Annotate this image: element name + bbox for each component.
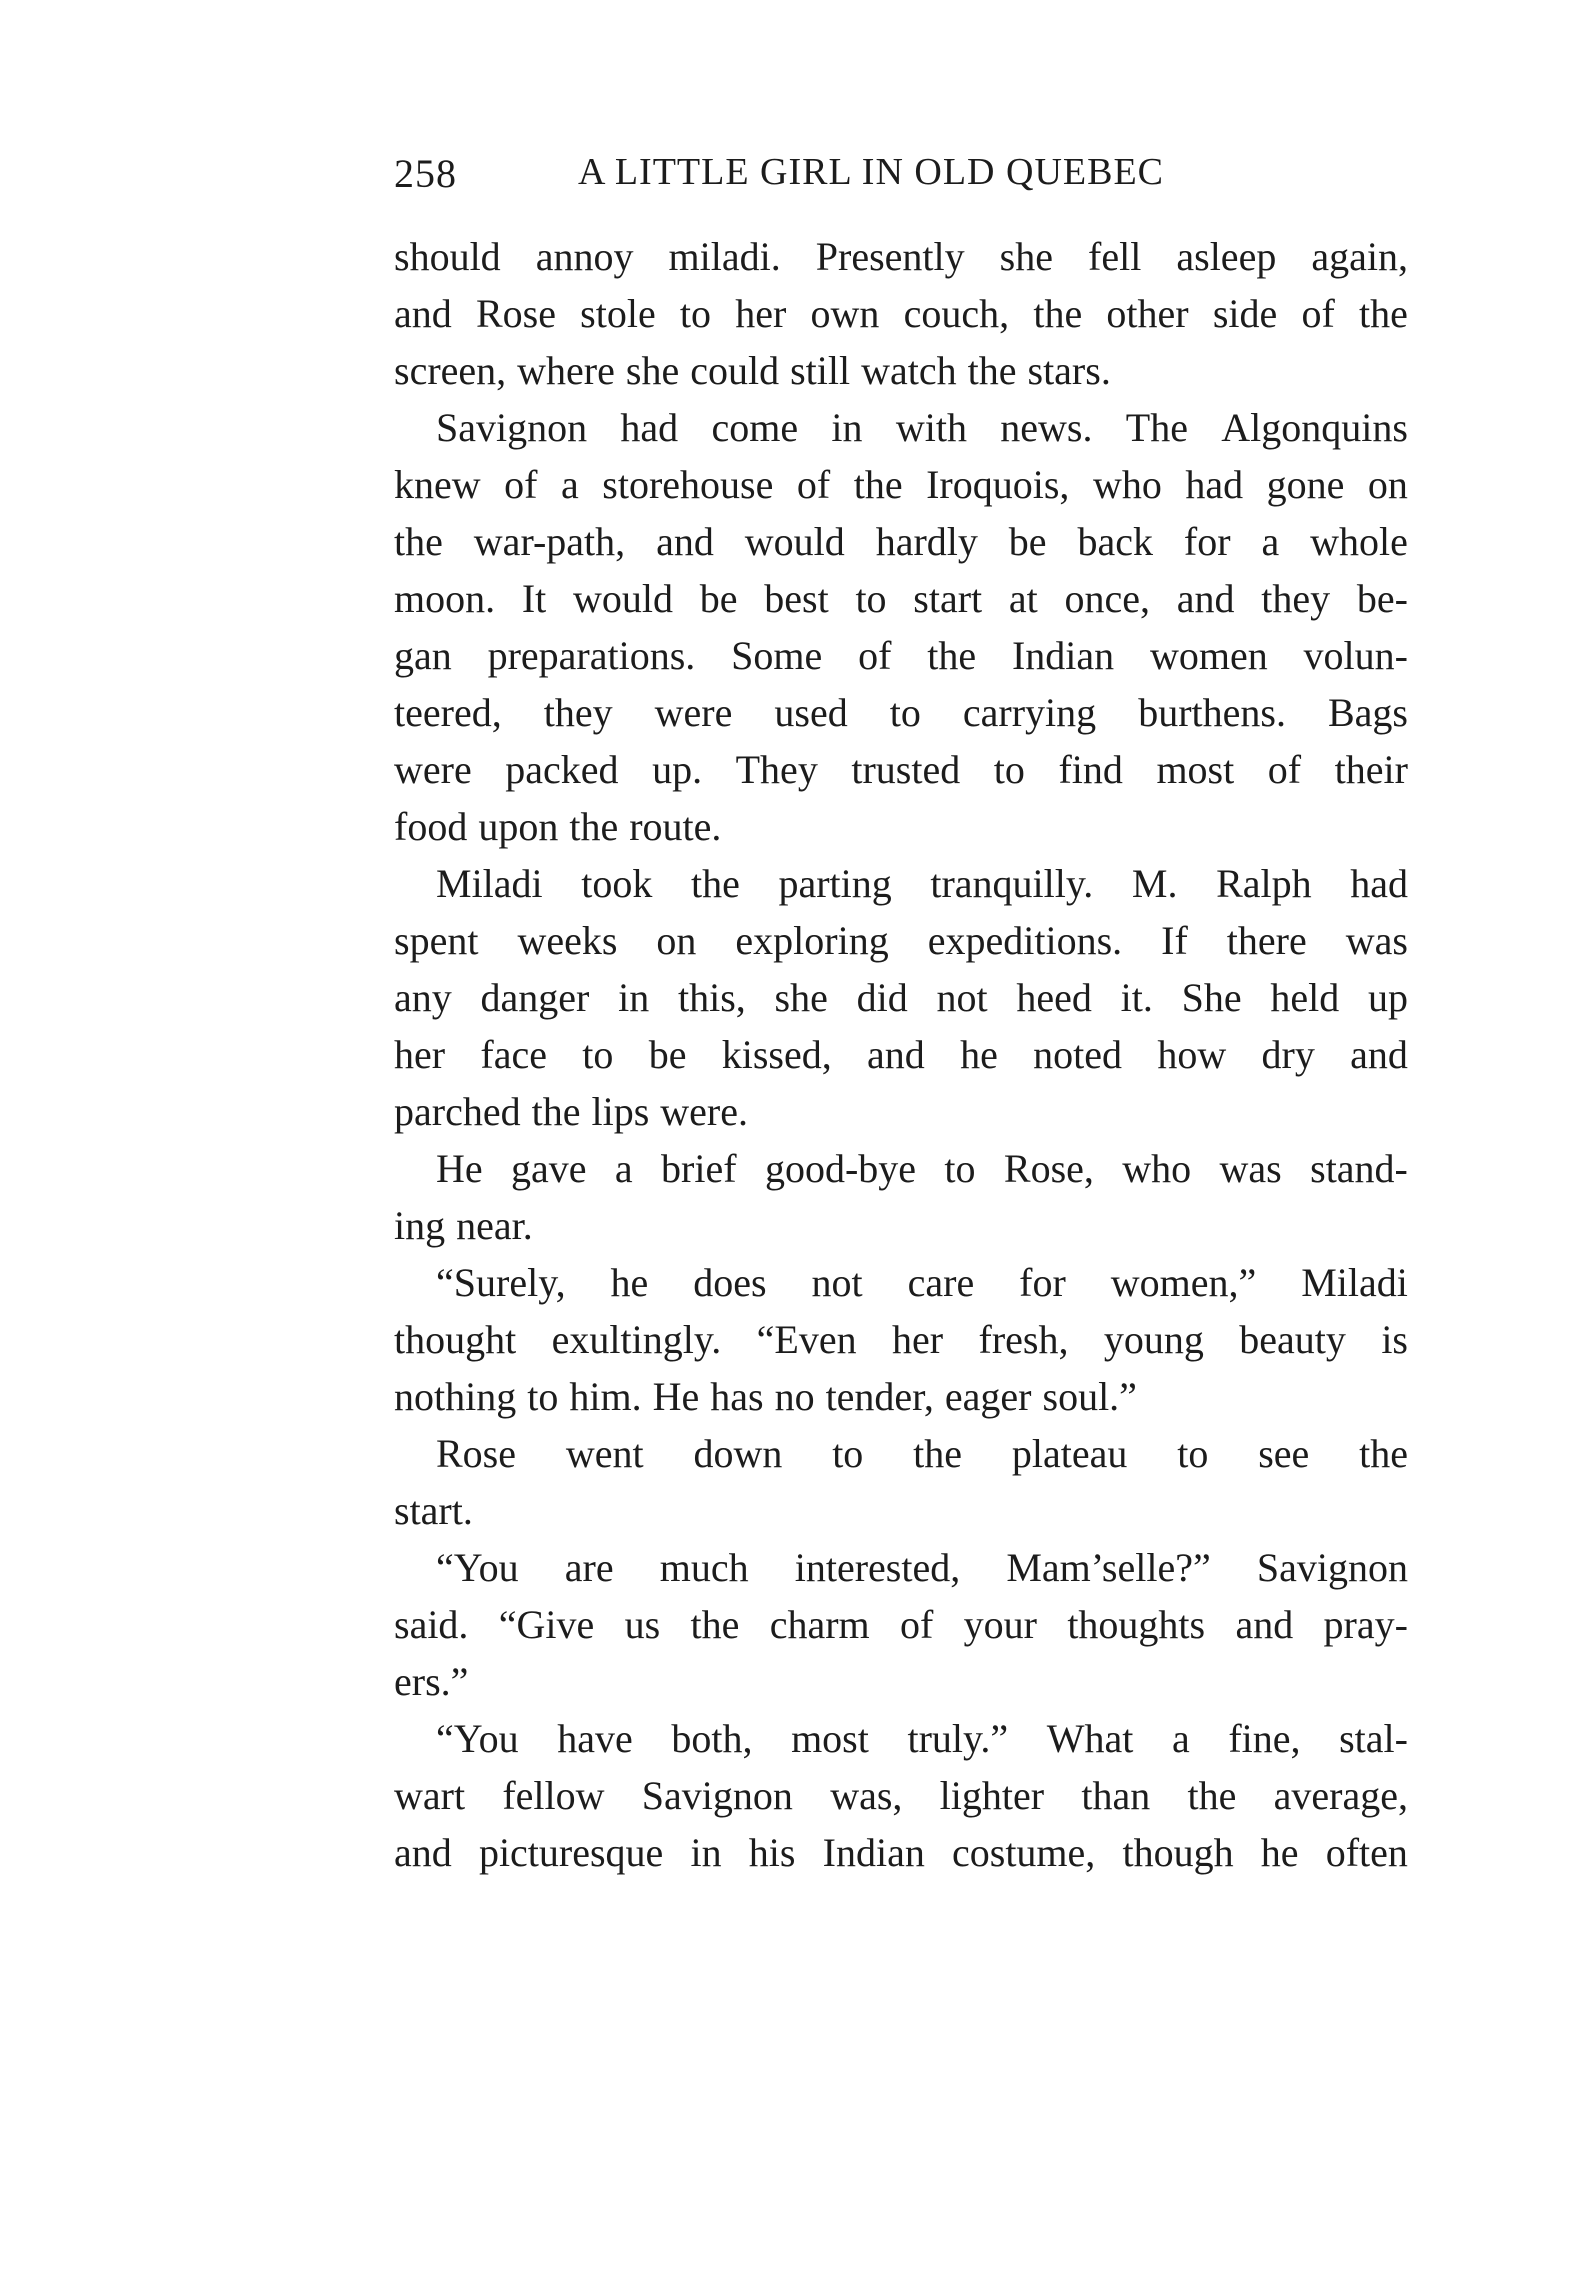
- text-line: food upon the route.: [394, 804, 722, 849]
- text-line: parched the lips were.: [394, 1089, 748, 1134]
- text-line: and picturesque in his Indian costume, though he often: [394, 1830, 1408, 1875]
- text-line: moon. It would be best to start at once, and they be-: [394, 576, 1408, 621]
- text-line: gan preparations. Some of the Indian women volun-: [394, 633, 1408, 678]
- text-line: ing near.: [394, 1203, 533, 1248]
- text-line: Savignon had come in with news. The Algonquins: [436, 405, 1408, 450]
- text-line: ers.”: [394, 1659, 469, 1704]
- text-line: said. “Give us the charm of your thoughts and pray-: [394, 1602, 1408, 1647]
- text-line: wart fellow Savignon was, lighter than the average,: [394, 1773, 1408, 1818]
- text-line: and Rose stole to her own couch, the other side of the: [394, 291, 1408, 336]
- text-line: the war-path, and would hardly be back for a whole: [394, 519, 1408, 564]
- text-line: any danger in this, she did not heed it. She held up: [394, 975, 1408, 1020]
- text-line: should annoy miladi. Presently she fell asleep again,: [394, 234, 1408, 279]
- text-line: knew of a storehouse of the Iroquois, who had gone on: [394, 462, 1408, 507]
- text-line: were packed up. They trusted to find most of their: [394, 747, 1408, 792]
- text-line: start.: [394, 1488, 473, 1533]
- text-line: Rose went down to the plateau to see the: [436, 1431, 1408, 1476]
- body-text: [394, 228, 1408, 1881]
- text-line: Miladi took the parting tranquilly. M. Ralph had: [436, 861, 1408, 906]
- text-line: He gave a brief good-bye to Rose, who was stand-: [436, 1146, 1408, 1191]
- text-line: thought exultingly. “Even her fresh, young beauty is: [394, 1317, 1408, 1362]
- text-line: screen, where she could still watch the stars.: [394, 348, 1111, 393]
- running-title: A LITTLE GIRL IN OLD QUEBEC: [578, 151, 1164, 193]
- text-line: her face to be kissed, and he noted how dry and: [394, 1032, 1408, 1077]
- text-line: spent weeks on exploring expeditions. If there was: [394, 918, 1408, 963]
- text-line: “You have both, most truly.” What a fine, stal-: [436, 1716, 1408, 1761]
- text-line: “You are much interested, Mam’selle?” Savignon: [436, 1545, 1408, 1590]
- text-line: teered, they were used to carrying burthens. Bags: [394, 690, 1408, 735]
- text-line: nothing to him. He has no tender, eager soul.”: [394, 1374, 1137, 1419]
- page-number: 258: [394, 151, 457, 196]
- text-line: “Surely, he does not care for women,” Miladi: [436, 1260, 1408, 1305]
- running-header: [394, 150, 1408, 210]
